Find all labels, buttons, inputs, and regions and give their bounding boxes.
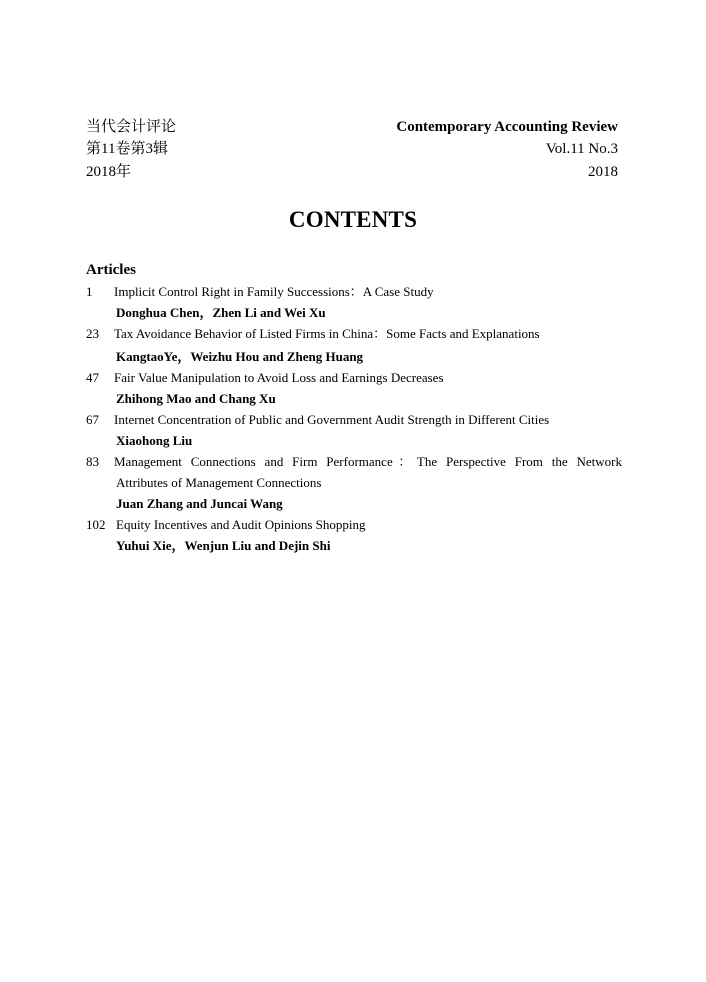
list-item xyxy=(86,454,622,517)
list-item xyxy=(86,284,622,326)
article-title: Equity Incentives and Audit Opinions Shopping xyxy=(116,517,366,532)
year-cn: 2018年 xyxy=(86,164,132,180)
article-title: Implicit Control Right in Family Successions：A Case Study xyxy=(114,284,434,299)
contents-list xyxy=(86,284,622,559)
volume-cn: 第11卷第3辑 xyxy=(86,141,168,157)
list-item xyxy=(86,412,622,454)
journal-name-en: Contemporary Accounting Review xyxy=(396,119,618,135)
list-item xyxy=(86,517,622,559)
journal-name-cn: 当代会计评论 xyxy=(86,119,177,135)
article-title-line-2: Attributes of Management Connections xyxy=(116,475,322,490)
page-number: 67 xyxy=(86,412,99,427)
page-number: 102 xyxy=(86,517,106,532)
list-item xyxy=(86,326,622,370)
article-authors: Juan Zhang and Juncai Wang xyxy=(116,496,283,511)
article-title: Internet Concentration of Public and Government Audit Strength in Different Cities xyxy=(114,412,550,427)
page-number: 83 xyxy=(86,454,99,469)
year-en: 2018 xyxy=(588,164,618,180)
section-label: Articles xyxy=(86,262,136,278)
page-number: 1 xyxy=(86,284,93,299)
article-authors: Xiaohong Liu xyxy=(116,433,193,448)
article-title-line-1: Management Connections and Firm Performance：The Perspective From the Network xyxy=(114,454,622,469)
article-title: Tax Avoidance Behavior of Listed Firms in China：Some Facts and Explanations xyxy=(114,326,540,341)
article-authors: Donghua Chen，Zhen Li and Wei Xu xyxy=(116,305,326,320)
article-authors: Yuhui Xie，Wenjun Liu and Dejin Shi xyxy=(116,538,331,553)
page-title: CONTENTS xyxy=(288,207,418,232)
article-title: Fair Value Manipulation to Avoid Loss and Earnings Decreases xyxy=(114,370,444,385)
page-number: 47 xyxy=(86,370,99,385)
article-authors: Zhihong Mao and Chang Xu xyxy=(116,391,276,406)
page-number: 23 xyxy=(86,326,99,341)
article-authors: KangtaoYe，Weizhu Hou and Zheng Huang xyxy=(116,349,364,364)
volume-en: Vol.11 No.3 xyxy=(545,141,618,157)
list-item xyxy=(86,370,622,412)
